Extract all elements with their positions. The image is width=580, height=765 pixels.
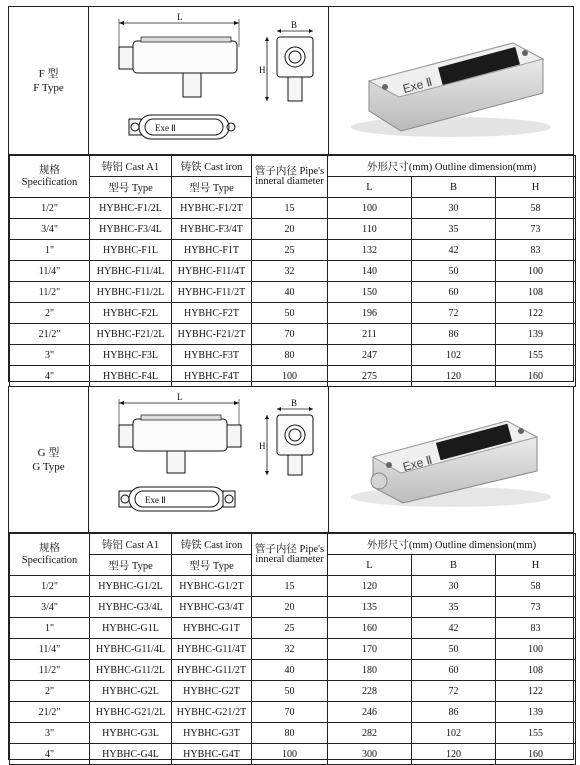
g-pipe-diameter-cell: 100 bbox=[252, 744, 328, 765]
f-cast-al-model-cell: HYBHC-F21/2L bbox=[90, 324, 172, 345]
f-dim-b-cell: 42 bbox=[412, 240, 496, 261]
f-dim-h-cell: 122 bbox=[496, 303, 576, 324]
g-spec-cell: 21/2" bbox=[10, 702, 90, 723]
f-header-l: L bbox=[328, 177, 412, 198]
f-header-b: B bbox=[412, 177, 496, 198]
g-dim-h-cell: 83 bbox=[496, 618, 576, 639]
g-cast-iron-model-cell: HYBHC-G11/4T bbox=[172, 639, 252, 660]
g-cast-al-model-cell: HYBHC-G1L bbox=[90, 618, 172, 639]
f-dim-h-cell: 160 bbox=[496, 366, 576, 387]
g-spec-cell: 1/2" bbox=[10, 576, 90, 597]
g-cast-iron-model-cell: HYBHC-G2T bbox=[172, 681, 252, 702]
g-dim-b-cell: 72 bbox=[412, 681, 496, 702]
f-dim-l: L bbox=[177, 12, 183, 22]
g-dim-h-cell: 139 bbox=[496, 702, 576, 723]
f-dim-l-cell: 150 bbox=[328, 282, 412, 303]
f-dim-b-cell: 102 bbox=[412, 345, 496, 366]
f-dim-l-cell: 100 bbox=[328, 198, 412, 219]
g-header-pipe: 管子内径 Pipe's inneral diameter bbox=[252, 534, 328, 576]
g-dim-b-cell: 60 bbox=[412, 660, 496, 681]
f-table-row bbox=[10, 303, 576, 324]
g-type-drawing bbox=[89, 387, 329, 532]
g-type-photo bbox=[329, 387, 573, 532]
g-cast-iron-model-cell: HYBHC-G1/2T bbox=[172, 576, 252, 597]
g-dim-l-cell: 228 bbox=[328, 681, 412, 702]
f-cast-iron-model-cell: HYBHC-F3T bbox=[172, 345, 252, 366]
f-cast-al-model-cell: HYBHC-F1L bbox=[90, 240, 172, 261]
f-pipe-diameter-cell: 80 bbox=[252, 345, 328, 366]
g-dim-l-cell: 282 bbox=[328, 723, 412, 744]
f-dim-h-cell: 155 bbox=[496, 345, 576, 366]
g-cast-iron-model-cell: HYBHC-G3T bbox=[172, 723, 252, 744]
g-type-label bbox=[9, 387, 89, 532]
g-dim-b-cell: 102 bbox=[412, 723, 496, 744]
g-pipe-diameter-cell: 32 bbox=[252, 639, 328, 660]
g-cast-al-model-cell: HYBHC-G1/2L bbox=[90, 576, 172, 597]
f-cast-iron-model-cell: HYBHC-F11/2T bbox=[172, 282, 252, 303]
g-type-section bbox=[8, 386, 574, 760]
f-dim-l-cell: 275 bbox=[328, 366, 412, 387]
g-cast-iron-model-cell: HYBHC-G1T bbox=[172, 618, 252, 639]
f-type-photo bbox=[329, 7, 573, 154]
f-pipe-diameter-cell: 32 bbox=[252, 261, 328, 282]
f-cast-al-model-cell: HYBHC-F4L bbox=[90, 366, 172, 387]
g-header-cast-iron: 铸铁 Cast iron bbox=[172, 534, 252, 555]
g-pipe-diameter-cell: 70 bbox=[252, 702, 328, 723]
f-type-header bbox=[9, 7, 573, 155]
g-pipe-diameter-cell: 15 bbox=[252, 576, 328, 597]
f-dim-h-cell: 83 bbox=[496, 240, 576, 261]
g-dim-b-cell: 35 bbox=[412, 597, 496, 618]
f-pipe-diameter-cell: 50 bbox=[252, 303, 328, 324]
g-dim-l-cell: 120 bbox=[328, 576, 412, 597]
f-table-row bbox=[10, 219, 576, 240]
g-header-b: B bbox=[412, 555, 496, 576]
f-type-drawing bbox=[89, 7, 329, 154]
f-dim-l-cell: 110 bbox=[328, 219, 412, 240]
g-cast-al-model-cell: HYBHC-G2L bbox=[90, 681, 172, 702]
g-dim-h-cell: 108 bbox=[496, 660, 576, 681]
g-dim-l-cell: 160 bbox=[328, 618, 412, 639]
f-spec-cell: 11/4" bbox=[10, 261, 90, 282]
f-dim-b-cell: 60 bbox=[412, 282, 496, 303]
f-dim-h-cell: 73 bbox=[496, 219, 576, 240]
g-cast-al-model-cell: HYBHC-G4L bbox=[90, 744, 172, 765]
f-header-type-1: 型号 Type bbox=[90, 177, 172, 198]
f-table-row bbox=[10, 324, 576, 345]
g-type-header bbox=[9, 387, 573, 533]
g-spec-table bbox=[9, 533, 576, 765]
g-dim-h-cell: 155 bbox=[496, 723, 576, 744]
f-pipe-diameter-cell: 25 bbox=[252, 240, 328, 261]
f-cast-iron-model-cell: HYBHC-F3/4T bbox=[172, 219, 252, 240]
f-type-label bbox=[9, 7, 89, 154]
f-spec-cell: 3/4" bbox=[10, 219, 90, 240]
f-pipe-diameter-cell: 40 bbox=[252, 282, 328, 303]
f-cast-iron-model-cell: HYBHC-F1T bbox=[172, 240, 252, 261]
g-table-row bbox=[10, 702, 576, 723]
g-type-title-en: G Type bbox=[32, 460, 65, 473]
g-dim-b-cell: 42 bbox=[412, 618, 496, 639]
g-header-type-2: 型号 Type bbox=[172, 555, 252, 576]
g-dim-h-cell: 160 bbox=[496, 744, 576, 765]
g-table-row bbox=[10, 744, 576, 765]
g-spec-cell: 3/4" bbox=[10, 597, 90, 618]
f-dim-b-cell: 72 bbox=[412, 303, 496, 324]
g-table-row bbox=[10, 639, 576, 660]
g-spec-cell: 11/2" bbox=[10, 660, 90, 681]
f-dim-l-cell: 247 bbox=[328, 345, 412, 366]
g-dim-l-cell: 170 bbox=[328, 639, 412, 660]
g-header-cast-al: 铸铝 Cast A1 bbox=[90, 534, 172, 555]
g-cast-iron-model-cell: HYBHC-G3/4T bbox=[172, 597, 252, 618]
f-dim-b-cell: 35 bbox=[412, 219, 496, 240]
g-cast-iron-model-cell: HYBHC-G21/2T bbox=[172, 702, 252, 723]
f-table-row bbox=[10, 261, 576, 282]
g-dim-h-cell: 100 bbox=[496, 639, 576, 660]
f-spec-cell: 3" bbox=[10, 345, 90, 366]
g-dim-h-cell: 58 bbox=[496, 576, 576, 597]
g-table-row bbox=[10, 660, 576, 681]
f-dim-b-cell: 50 bbox=[412, 261, 496, 282]
g-table-row bbox=[10, 618, 576, 639]
f-dim-l-cell: 196 bbox=[328, 303, 412, 324]
g-spec-cell: 1" bbox=[10, 618, 90, 639]
g-plate-text: Exe Ⅱ bbox=[145, 495, 166, 505]
f-header-cast-iron: 铸铁 Cast iron bbox=[172, 156, 252, 177]
f-spec-cell: 11/2" bbox=[10, 282, 90, 303]
g-pipe-diameter-cell: 40 bbox=[252, 660, 328, 681]
g-dim-b: B bbox=[291, 398, 298, 408]
g-pipe-diameter-cell: 25 bbox=[252, 618, 328, 639]
g-dim-l-cell: 135 bbox=[328, 597, 412, 618]
g-table-row bbox=[10, 576, 576, 597]
g-dim-l-cell: 180 bbox=[328, 660, 412, 681]
g-dim-h-cell: 122 bbox=[496, 681, 576, 702]
f-pipe-diameter-cell: 100 bbox=[252, 366, 328, 387]
g-dim-b-cell: 86 bbox=[412, 702, 496, 723]
g-table-row bbox=[10, 681, 576, 702]
f-dim-h: H bbox=[259, 65, 266, 75]
g-header-type-1: 型号 Type bbox=[90, 555, 172, 576]
f-dim-l-cell: 140 bbox=[328, 261, 412, 282]
f-photo-label: Exe Ⅱ bbox=[401, 74, 434, 96]
g-dim-h: H bbox=[259, 441, 266, 451]
g-cast-al-model-cell: HYBHC-G11/4L bbox=[90, 639, 172, 660]
g-header-h: H bbox=[496, 555, 576, 576]
g-spec-cell: 3" bbox=[10, 723, 90, 744]
f-table-row bbox=[10, 366, 576, 387]
g-dim-b-cell: 50 bbox=[412, 639, 496, 660]
f-header-outline: 外形尺寸(mm) Outline dimension(mm) bbox=[328, 156, 576, 177]
g-dim-l-cell: 300 bbox=[328, 744, 412, 765]
g-header-spec: 规格 Specification bbox=[10, 534, 90, 576]
g-spec-cell: 4" bbox=[10, 744, 90, 765]
f-cast-al-model-cell: HYBHC-F11/2L bbox=[90, 282, 172, 303]
f-header-cast-al: 铸铝 Cast A1 bbox=[90, 156, 172, 177]
f-cast-al-model-cell: HYBHC-F11/4L bbox=[90, 261, 172, 282]
g-cast-al-model-cell: HYBHC-G3/4L bbox=[90, 597, 172, 618]
f-spec-cell: 4" bbox=[10, 366, 90, 387]
f-cast-iron-model-cell: HYBHC-F11/4T bbox=[172, 261, 252, 282]
f-type-title-en: F Type bbox=[33, 81, 64, 94]
f-header-type-2: 型号 Type bbox=[172, 177, 252, 198]
g-photo-label: Exe Ⅱ bbox=[401, 452, 434, 474]
g-header-outline: 外形尺寸(mm) Outline dimension(mm) bbox=[328, 534, 576, 555]
f-type-title-cn: F 型 bbox=[38, 67, 59, 80]
g-cast-al-model-cell: HYBHC-G21/2L bbox=[90, 702, 172, 723]
f-type-section bbox=[8, 6, 574, 382]
f-header-pipe: 管子内径 Pipe's inneral diameter bbox=[252, 156, 328, 198]
f-header-spec: 规格 Specification bbox=[10, 156, 90, 198]
f-table-row bbox=[10, 198, 576, 219]
g-table-row bbox=[10, 723, 576, 744]
g-cast-al-model-cell: HYBHC-G11/2L bbox=[90, 660, 172, 681]
f-pipe-diameter-cell: 15 bbox=[252, 198, 328, 219]
f-dim-b-cell: 120 bbox=[412, 366, 496, 387]
f-spec-cell: 1" bbox=[10, 240, 90, 261]
f-dim-h-cell: 100 bbox=[496, 261, 576, 282]
g-cast-iron-model-cell: HYBHC-G11/2T bbox=[172, 660, 252, 681]
f-table-row bbox=[10, 282, 576, 303]
f-pipe-diameter-cell: 70 bbox=[252, 324, 328, 345]
g-dim-l: L bbox=[177, 392, 183, 402]
g-spec-cell: 2" bbox=[10, 681, 90, 702]
f-dim-h-cell: 108 bbox=[496, 282, 576, 303]
f-cast-iron-model-cell: HYBHC-F21/2T bbox=[172, 324, 252, 345]
f-spec-cell: 21/2" bbox=[10, 324, 90, 345]
g-pipe-diameter-cell: 20 bbox=[252, 597, 328, 618]
f-dim-h-cell: 139 bbox=[496, 324, 576, 345]
g-cast-iron-model-cell: HYBHC-G4T bbox=[172, 744, 252, 765]
f-cast-iron-model-cell: HYBHC-F4T bbox=[172, 366, 252, 387]
f-spec-table bbox=[9, 155, 576, 387]
f-cast-iron-model-cell: HYBHC-F1/2T bbox=[172, 198, 252, 219]
f-cast-al-model-cell: HYBHC-F3L bbox=[90, 345, 172, 366]
g-header-l: L bbox=[328, 555, 412, 576]
f-spec-cell: 2" bbox=[10, 303, 90, 324]
f-cast-al-model-cell: HYBHC-F1/2L bbox=[90, 198, 172, 219]
f-spec-cell: 1/2" bbox=[10, 198, 90, 219]
f-dim-b-cell: 30 bbox=[412, 198, 496, 219]
g-type-title-cn: G 型 bbox=[37, 446, 60, 459]
g-table-row bbox=[10, 597, 576, 618]
g-dim-b-cell: 120 bbox=[412, 744, 496, 765]
g-dim-b-cell: 30 bbox=[412, 576, 496, 597]
f-dim-b-cell: 86 bbox=[412, 324, 496, 345]
f-dim-b: B bbox=[291, 20, 298, 30]
g-dim-l-cell: 246 bbox=[328, 702, 412, 723]
g-dim-h-cell: 73 bbox=[496, 597, 576, 618]
f-cast-al-model-cell: HYBHC-F2L bbox=[90, 303, 172, 324]
g-pipe-diameter-cell: 80 bbox=[252, 723, 328, 744]
g-spec-cell: 11/4" bbox=[10, 639, 90, 660]
f-table-row bbox=[10, 345, 576, 366]
f-header-h: H bbox=[496, 177, 576, 198]
f-table-row bbox=[10, 240, 576, 261]
f-dim-l-cell: 132 bbox=[328, 240, 412, 261]
f-pipe-diameter-cell: 20 bbox=[252, 219, 328, 240]
g-pipe-diameter-cell: 50 bbox=[252, 681, 328, 702]
f-dim-h-cell: 58 bbox=[496, 198, 576, 219]
f-cast-iron-model-cell: HYBHC-F2T bbox=[172, 303, 252, 324]
g-cast-al-model-cell: HYBHC-G3L bbox=[90, 723, 172, 744]
f-cast-al-model-cell: HYBHC-F3/4L bbox=[90, 219, 172, 240]
f-dim-l-cell: 211 bbox=[328, 324, 412, 345]
f-plate-text: Exe Ⅱ bbox=[155, 123, 176, 133]
